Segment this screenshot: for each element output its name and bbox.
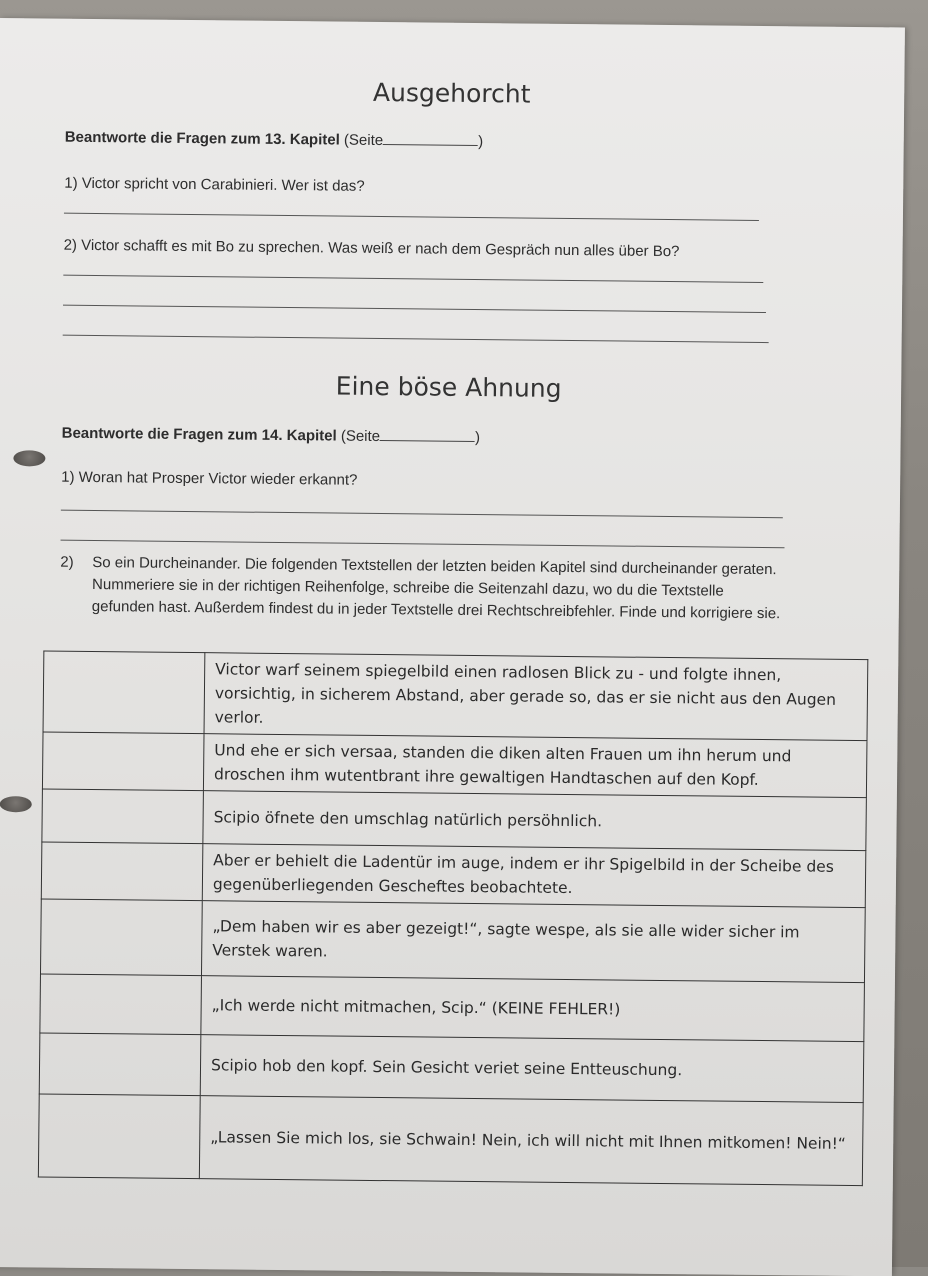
order-number-cell[interactable]	[41, 842, 203, 901]
table-row	[38, 1094, 863, 1186]
fragment-text: Aber er behielt die Ladentür im auge, indem er ihr Spigelbild in der Scheibe des gegenüberliegenden Gescheftes beobachtete.	[202, 844, 866, 908]
order-number-cell[interactable]	[43, 651, 205, 734]
order-number-cell[interactable]	[40, 974, 202, 1035]
worksheet-page	[0, 18, 905, 1276]
order-number-cell[interactable]	[42, 732, 204, 791]
question-2-number: 2)	[60, 553, 74, 571]
fragment-text: Und ehe er sich versaa, standen die diken alten Frauen um ihn herum und droschen ihm wutentbrant ihre gewaltigen Handtaschen auf den Kopf.	[203, 734, 867, 798]
section1-instruction	[65, 127, 484, 150]
section2-question-2	[60, 552, 791, 626]
fragment-text: Victor warf seinem spiegelbild einen radlosen Blick zu - und folgte ihnen, vorsichtig, in sicherem Abstand, aber gerade so, das er sie nicht aus den Augen verlor.	[204, 653, 868, 741]
section2-instruction	[62, 423, 481, 446]
table-row	[39, 1033, 864, 1103]
fragment-text: Scipio öfnete den umschlag natürlich persöhnlich.	[203, 791, 867, 851]
order-number-cell[interactable]	[40, 899, 202, 976]
table-row	[40, 974, 865, 1042]
table-row	[42, 789, 867, 851]
section2-question-1: 1) Woran hat Prosper Victor wieder erkannt?	[61, 468, 358, 489]
section1-question-1: 1) Victor spricht von Carabinieri. Wer ist das?	[64, 174, 365, 195]
fragment-text: „Lassen Sie mich los, sie Schwain! Nein, ich will nicht mit Ihnen mitkomen! Nein!“	[199, 1096, 863, 1186]
section2-page-label: (Seite	[340, 427, 381, 446]
question-2-text: So ein Durcheinander. Die folgenden Textstellen der letzten beiden Kapitel sind durcheinander geraten. Nummeriere sie in der richtigen Reihenfolge, schreibe die Seitenzahl dazu, wo du die Textstelle gefunden hast. Außerdem findest du in jeder Textstelle drei Rechtschreibfehler. Finde und korrigiere sie.	[91, 553, 781, 623]
answer-line-s2q1-b[interactable]	[61, 540, 785, 549]
binder-hole-top	[13, 450, 45, 466]
table-row	[42, 732, 867, 798]
section1-page-label: (Seite	[343, 131, 384, 150]
section2-instruction-text: Beantworte die Fragen zum 14. Kapitel	[61, 424, 337, 445]
table-row	[40, 899, 865, 983]
section2-paren-close: )	[474, 428, 481, 447]
fragment-text: „Dem haben wir es aber gezeigt!“, sagte wespe, als sie alle wider sicher im Verstek waren.	[201, 901, 865, 983]
section1-instruction-text: Beantworte die Fragen zum 13. Kapitel	[64, 128, 340, 149]
answer-line-s2q1-a[interactable]	[61, 510, 783, 519]
fragment-text: „Ich werde nicht mitmachen, Scip.“ (KEINE FEHLER!)	[201, 976, 865, 1042]
section1-question-2: 2) Victor schafft es mit Bo zu sprechen. Was weiß er nach dem Gespräch nun alles über Bo?	[63, 236, 680, 261]
fragments-table	[38, 650, 868, 1186]
section2-title: Eine böse Ahnung	[335, 371, 562, 403]
fragment-text: Scipio hob den kopf. Sein Gesicht veriet seine Entteuschung.	[200, 1035, 864, 1103]
answer-line-s1q2-a[interactable]	[63, 275, 763, 283]
order-number-cell[interactable]	[38, 1094, 200, 1179]
binder-hole-bottom	[0, 796, 32, 812]
section1-paren-close: )	[478, 133, 484, 151]
section1-page-blank[interactable]	[383, 130, 478, 146]
order-number-cell[interactable]	[42, 789, 204, 844]
table-row	[43, 651, 868, 741]
answer-line-s1q1[interactable]	[64, 213, 759, 221]
answer-line-s1q2-b[interactable]	[63, 305, 766, 313]
section1-title: Ausgehorcht	[372, 77, 531, 109]
answer-line-s1q2-c[interactable]	[63, 335, 769, 343]
table-row	[41, 842, 866, 908]
order-number-cell[interactable]	[39, 1033, 201, 1096]
section2-page-blank[interactable]	[380, 426, 475, 442]
